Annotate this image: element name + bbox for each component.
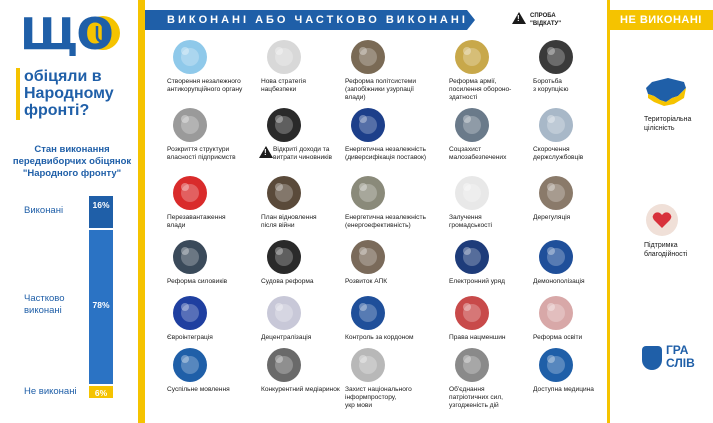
promise-label-line: Права нацменшин [449,334,506,341]
promise-label-line: Реформа армії, [449,78,497,85]
promise-label-line: Енергетична незалежність [345,214,426,221]
tractor-icon [351,240,385,274]
promise-label [345,334,414,342]
promise-label [533,78,569,94]
promise-label-line: Соцзахист [449,146,482,153]
promise-label-line: громадськості [449,222,492,229]
promise-label-line: Реформа освіти [533,334,583,341]
promise-label-line: укр мови [345,402,373,409]
title-big: ЩО [20,9,112,60]
promise-label-line: малозабезпечених [449,154,507,161]
fulfilled-header-arrow [467,10,475,30]
map-icon [267,296,301,330]
people-icon [455,176,489,210]
status-bar-label-2-line-1: Частково [24,293,65,304]
promise-label-line: Нова стратегія [261,78,306,85]
promise-label [533,278,585,286]
declarations-icon [267,108,301,142]
promise-label-line: Розвиток АПК [345,278,388,285]
status-heading-line-1: Стан виконання [34,144,110,155]
promise-label-line: Євроінтеграція [167,334,213,341]
eu-flag-icon [173,296,207,330]
reload-icon [173,176,207,210]
warning-icon [259,146,273,158]
status-bar-label-3: Не виконані [24,386,77,397]
promise-label-line: Реформа політсистеми [345,78,417,85]
promise-label-line: інформпростору, [345,394,397,401]
promise-label-line: (енергоефективність) [345,222,411,229]
promise-label [449,146,506,162]
promise-label-line: узгодженість дій [449,402,499,409]
promise-label-line: Об'єднання [449,386,485,393]
promise-label-line: Створення незалежного [167,78,241,85]
unfulfilled-item-1-line-1: Територіальна [644,116,692,123]
ukraine-map-icon [644,76,688,113]
title-accent [16,68,20,120]
left-panel [0,0,138,423]
promise-label-line: (диверсифікація поставок) [345,154,427,161]
promise-label [533,386,594,394]
promise-label [261,386,340,394]
police-icon [173,240,207,274]
promise-label-line: антикорупційного органу [167,86,243,93]
promise-label-line: Енергетична незалежність [345,146,426,153]
promise-label [261,334,311,342]
amcu-icon [539,240,573,274]
status-bar-pct-1: 16% [92,200,110,210]
gas-flame-icon [351,108,385,142]
promise-label [533,214,570,222]
officials-icon [539,108,573,142]
promise-label [261,278,314,286]
medicine-icon [539,348,573,382]
promise-label [449,278,505,286]
status-bar-pct-3: 6% [94,388,108,398]
promise-label-line: витрати чиновників [273,154,333,161]
court-icon [267,240,301,274]
parliament-icon [351,40,385,74]
promise-label [449,386,503,410]
promise-label-line: Реформа силовиків [167,278,228,285]
logo-line-2: СЛІВ [666,356,695,370]
title-line-2: Народному [24,85,114,102]
flags-icon [455,296,489,330]
status-heading [8,144,136,180]
e-gov-icon [455,240,489,274]
promise-label-line: Суспільне мовлення [167,386,230,393]
promise-label-line: Судова реформа [261,278,314,285]
fulfilled-header-text: ВИКОНАНІ АБО ЧАСТКОВО ВИКОНАНІ [167,14,468,26]
promise-label [273,146,332,162]
promise-label-line: Відкриті доходи та [273,146,330,153]
promise-label [533,334,582,342]
promise-label-line: Демонополізація [533,278,585,285]
unfulfilled-item-2-line-2: благодійності [644,250,688,258]
promise-label-line: Електронний уряд [449,278,505,285]
promise-label-line: здатності [449,94,478,101]
promise-label [449,78,511,102]
promise-label-line: патріотичних сил, [449,394,504,401]
status-heading-line-2: передвиборчих обіцянок [12,156,132,167]
promise-label-line: (запобіжники узурпації [345,86,414,93]
warning-legend-line-1: СПРОБА [530,13,556,19]
promise-label [261,214,317,230]
title-line-1: обіцяли в [24,68,102,85]
promise-label [345,278,387,286]
newspapers-icon [267,348,301,382]
promise-label-line: власності підприємств [167,154,236,161]
energy-icon [351,176,385,210]
warning-legend-line-2: "ВІДКАТУ" [530,21,562,27]
status-bar-label-2 [24,293,65,317]
promise-label [167,78,242,94]
promise-label-line: з корупцією [533,86,569,93]
promise-label [449,214,492,230]
promise-label [449,334,506,342]
warning-legend [530,12,561,28]
unfulfilled-item-1-line-2: цілісність [644,124,675,132]
fulfilled-panel [145,0,607,423]
social-icon [455,108,489,142]
promise-label [345,386,412,410]
promise-label [167,386,230,394]
title-block [0,0,138,130]
promise-label-line: Дерегуляція [533,214,571,221]
heart-hands-icon [646,204,678,236]
unfulfilled-item-label-2 [644,242,687,259]
status-bar-pct-2: 78% [92,300,110,310]
document-icon [267,40,301,74]
promise-label-line: Залучення [449,214,482,221]
promise-label-line: Боротьба [533,78,562,85]
promise-label-line: влади [167,222,186,229]
promise-label [167,214,226,230]
unfulfilled-panel [610,0,713,423]
promise-label-line: Конкурентний медіаринок [261,386,340,393]
anticorruption-icon [173,40,207,74]
ownership-icon [173,108,207,142]
promise-label-line: План відновлення [261,214,317,221]
status-heading-line-3: "Народного фронту" [22,168,122,179]
promise-label [533,146,583,162]
deregulation-icon [539,176,573,210]
education-icon [539,296,573,330]
promise-label-line: після війни [261,222,295,229]
warning-icon [512,12,526,24]
logo-shield-icon [642,346,662,370]
unfulfilled-item-label-1 [644,116,691,133]
border-icon [351,296,385,330]
info-space-icon [351,348,385,382]
promise-label [167,334,213,342]
promise-label-line: Захист національного [345,386,412,393]
promise-label-line: влади) [345,94,366,101]
promise-label [167,146,236,162]
promise-label [345,78,416,102]
promise-label [345,146,426,162]
unfulfilled-item-2-line-1: Підтримка [644,242,678,249]
anti-bribe-icon [539,40,573,74]
promise-label-line: Доступна медицина [533,386,594,393]
unfulfilled-header-text: НЕ ВИКОНАНІ [620,14,702,26]
logo-line-1: ГРА [666,343,689,357]
promise-label [345,214,426,230]
status-bar-label-1: Виконані [24,205,64,216]
promise-label-line: нацбезпеки [261,86,297,93]
promise-label-line: Децентралізація [261,334,312,341]
promise-label [261,78,306,94]
promise-label-line: Розкриття структури [167,146,230,153]
promise-label-line: держслужбовців [533,154,584,161]
donetsk-icon [267,176,301,210]
promise-label-line: Контроль за кордоном [345,334,414,341]
promise-label-line: Перезавантаження [167,214,226,221]
title-line-3: фронті? [24,102,90,119]
army-icon [455,40,489,74]
uap-logo-icon [173,348,207,382]
promise-label [167,278,227,286]
status-bar-label-2-line-2: виконані [24,305,62,316]
unity-icon [455,348,489,382]
promise-label-line: Скорочення [533,146,570,153]
promise-label-line: посилення обороно- [449,86,512,93]
